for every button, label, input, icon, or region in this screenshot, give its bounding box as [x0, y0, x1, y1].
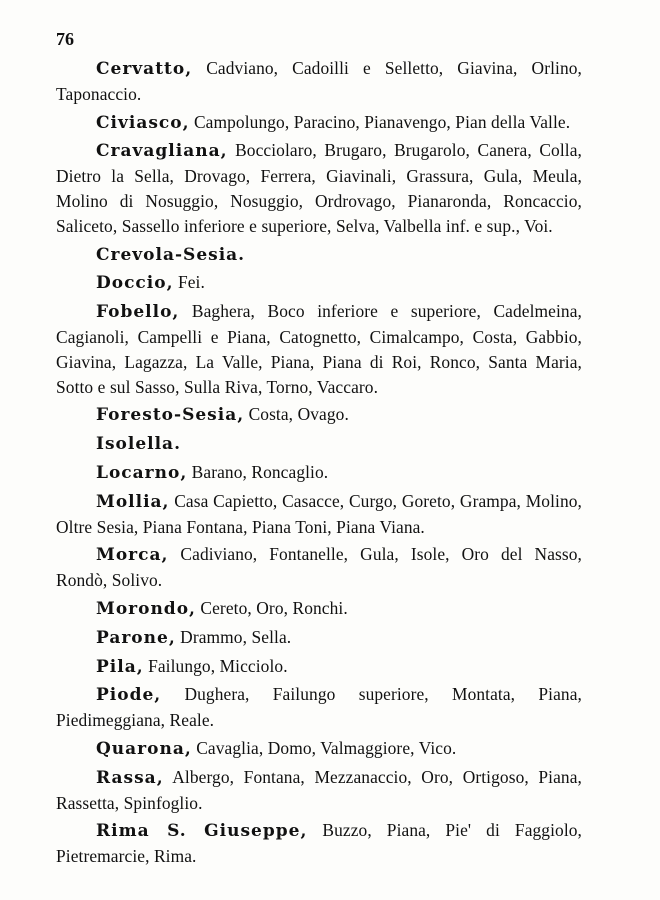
entry [56, 431, 582, 457]
entry-text: Albergo, Fontana, Mezzanaccio, Oro, Ortigoso, Piana, Rassetta, Spinfoglio. [56, 766, 582, 813]
entry-heading: Morca, [96, 545, 169, 566]
entry [56, 765, 582, 816]
entry-heading: Morondo, [96, 598, 196, 619]
entry-text: Cereto, Oro, Ronchi. [195, 597, 348, 618]
entry-text: Cadiviano, Fontanelle, Gula, Isole, Oro del Nasso, Rondò, Solivo. [56, 544, 582, 591]
entry [56, 682, 582, 733]
entry-heading: Isolella. [96, 434, 181, 455]
entry-heading: Locarno, [96, 462, 188, 483]
entry-text: Fei. [173, 272, 205, 293]
entry [56, 489, 582, 540]
entry-heading: Piode, [96, 685, 162, 706]
entry-text: Casa Capietto, Casacce, Curgo, Goreto, Grampa, Molino, Oltre Sesia, Piana Fontana, Piana Toni, Piana Viana. [56, 490, 582, 537]
entry-list [56, 56, 582, 869]
entry [56, 654, 582, 680]
entry-heading: Quarona, [96, 738, 192, 759]
entry-text: Bocciolaro, Brugaro, Brugarolo, Canera, Colla, Dietro la Sella, Drovago, Ferrera, Giavinali, Grassura, Gula, Meula, Molino di Nosuggio, Nosuggio, Ordrovago, Pianaronda, Roncaccio, Saliceto, Sassello inferiore e superiore, Selva, Valbella inf. e sup., Voi. [56, 140, 582, 236]
entry-text: Cavaglia, Domo, Valmaggiore, Vico. [191, 737, 457, 758]
entry-heading: Fobello, [96, 302, 180, 323]
entry [56, 460, 582, 486]
entry-heading: Cervatto, [96, 59, 193, 79]
entry-text: Campolungo, Paracino, Pianavengo, Pian della Valle. [189, 111, 571, 132]
page-number: 76 [56, 29, 74, 49]
entry-heading: Rima S. Giuseppe, [96, 821, 308, 842]
entry [56, 110, 582, 136]
entry-text: Failungo, Micciolo. [143, 655, 288, 676]
entry [56, 818, 582, 869]
entry [56, 736, 582, 762]
entry [56, 242, 582, 268]
entry-text: Cadviano, Cadoilli e Selletto, Giavina, Orlino, Taponaccio. [56, 58, 582, 104]
entry [56, 138, 582, 238]
entry-text: Buzzo, Piana, Pie' di Faggiolo, Pietremarcie, Rima. [56, 820, 582, 867]
entry-text: Dughera, Failungo superiore, Montata, Piana, Piedimeggiana, Reale. [56, 684, 582, 731]
entry-text: Barano, Roncaglio. [187, 461, 329, 482]
entry-heading: Mollia, [96, 491, 170, 512]
entry-heading: Parone, [96, 627, 176, 648]
entry [56, 402, 582, 428]
entry-heading: Doccio, [96, 273, 174, 294]
entry-heading: Crevola-Sesia. [96, 244, 246, 265]
entry-heading: Cravagliana, [96, 141, 228, 162]
entry-text: Baghera, Boco inferiore e superiore, Cadelmeina, Cagianoli, Campelli e Piana, Catognetto, Cimalcampo, Costa, Gabbio, Giavina, Lagazza, La Valle, Piana, Piana di Roi, Ronco, Santa Maria, Sotto e sul Sasso, Sulla Riva, Torno, Vaccaro. [56, 301, 582, 397]
entry-heading: Rassa, [96, 767, 164, 788]
entry-text: Drammo, Sella. [175, 626, 292, 647]
entry-text: Costa, Ovago. [244, 404, 349, 425]
entry [56, 270, 582, 296]
entry [56, 596, 582, 622]
entry-heading: Foresto-Sesia, [96, 405, 245, 426]
entry-heading: Civiasco, [96, 112, 190, 133]
entry [56, 299, 582, 399]
entry-heading: Pila, [96, 656, 144, 677]
entry [56, 542, 582, 593]
entry [56, 625, 582, 651]
entry [56, 56, 582, 107]
